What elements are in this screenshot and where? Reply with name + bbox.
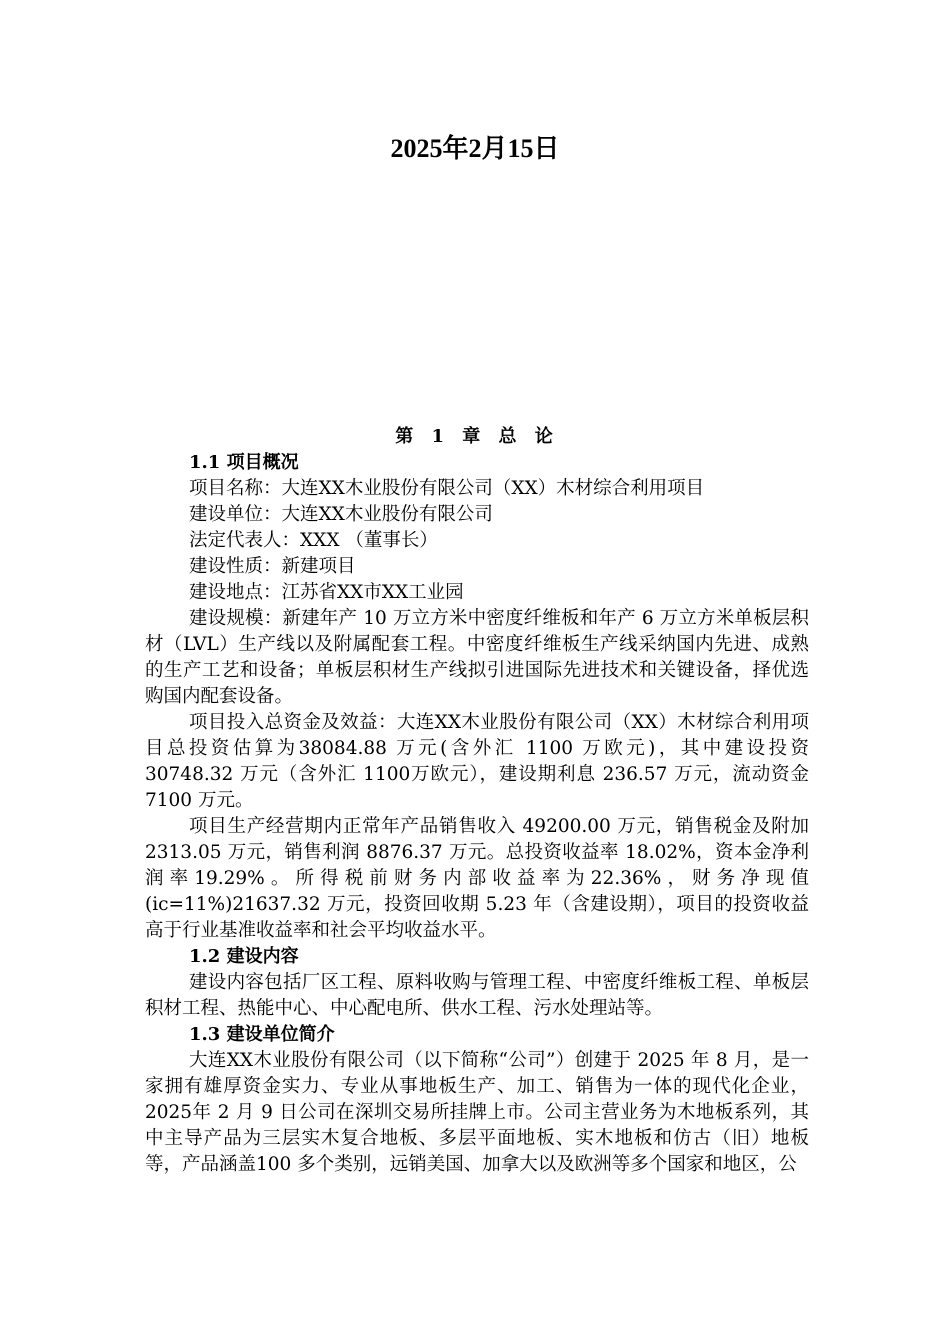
revenue-summary: 项目生产经营期内正常年产品销售收入 49200.00 万元，销售税金及附加2313.05 万元，销售利润 8876.37 万元。总投资收益率 18.02%，资本金净利润率19.29%。所得税前财务内部收益率为22.36%，财务净现值(ic=11%)21637.32 万元，投资回收期 5.23 年（含建设期），项目的投资收益高于行业基准收益率和社会平均收益水平。 — [145, 816, 809, 941]
project-name: 项目名称：大连XX木业股份有限公司（XX）木材综合利用项目 — [189, 478, 705, 499]
section-heading-1-2: 1.2 建设内容 — [189, 946, 299, 967]
legal-representative: 法定代表人：XXX （董事长） — [189, 530, 438, 551]
document-date: 2025年2月15日 — [390, 134, 560, 163]
investment-summary: 项目投入总资金及效益：大连XX木业股份有限公司（XX）木材综合利用项目总投资估算为38084.88 万元(含外汇 1100 万欧元)，其中建设投资 30748.32 万元（含外汇 1100万欧元），建设期利息 236.57 万元，流动资金 7100 万元。 — [145, 712, 809, 811]
company-profile: 大连XX木业股份有限公司（以下简称“公司”）创建于 2025 年 8 月，是一家拥有雄厚资金实力、专业从事地板生产、加工、销售为一体的现代化企业，2025年 2 月 9 日公司在深圳交易所挂牌上市。公司主营业务为木地板系列，其中主导产品为三层实木复合地板、多层平面地板、实木地板和仿古（旧）地板等，产品涵盖100 多个类别，远销美国、加拿大以及欧洲等多个国家和地区，公 — [145, 1050, 809, 1175]
section-heading-1-3: 1.3 建设单位简介 — [189, 1024, 335, 1045]
construction-scale: 建设规模：新建年产 10 万立方米中密度纤维板和年产 6 万立方米单板层积材（LVL）生产线以及附属配套工程。中密度纤维板生产线采纳国内先进、成熟的生产工艺和设备；单板层积材生产线拟引进国际先进技术和关键设备，择优选购国内配套设备。 — [145, 608, 809, 707]
document-body — [145, 424, 809, 1178]
builder-unit: 建设单位：大连XX木业股份有限公司 — [189, 504, 493, 525]
construction-content: 建设内容包括厂区工程、原料收购与管理工程、中密度纤维板工程、单板层积材工程、热能中心、中心配电所、供水工程、污水处理站等。 — [145, 972, 809, 1019]
chapter-title: 第 1 章 总 论 — [395, 426, 559, 447]
construction-location: 建设地点：江苏省XX市XX工业园 — [189, 582, 464, 603]
construction-nature: 建设性质：新建项目 — [189, 556, 356, 577]
section-heading-1-1: 1.1 项目概况 — [189, 452, 299, 473]
